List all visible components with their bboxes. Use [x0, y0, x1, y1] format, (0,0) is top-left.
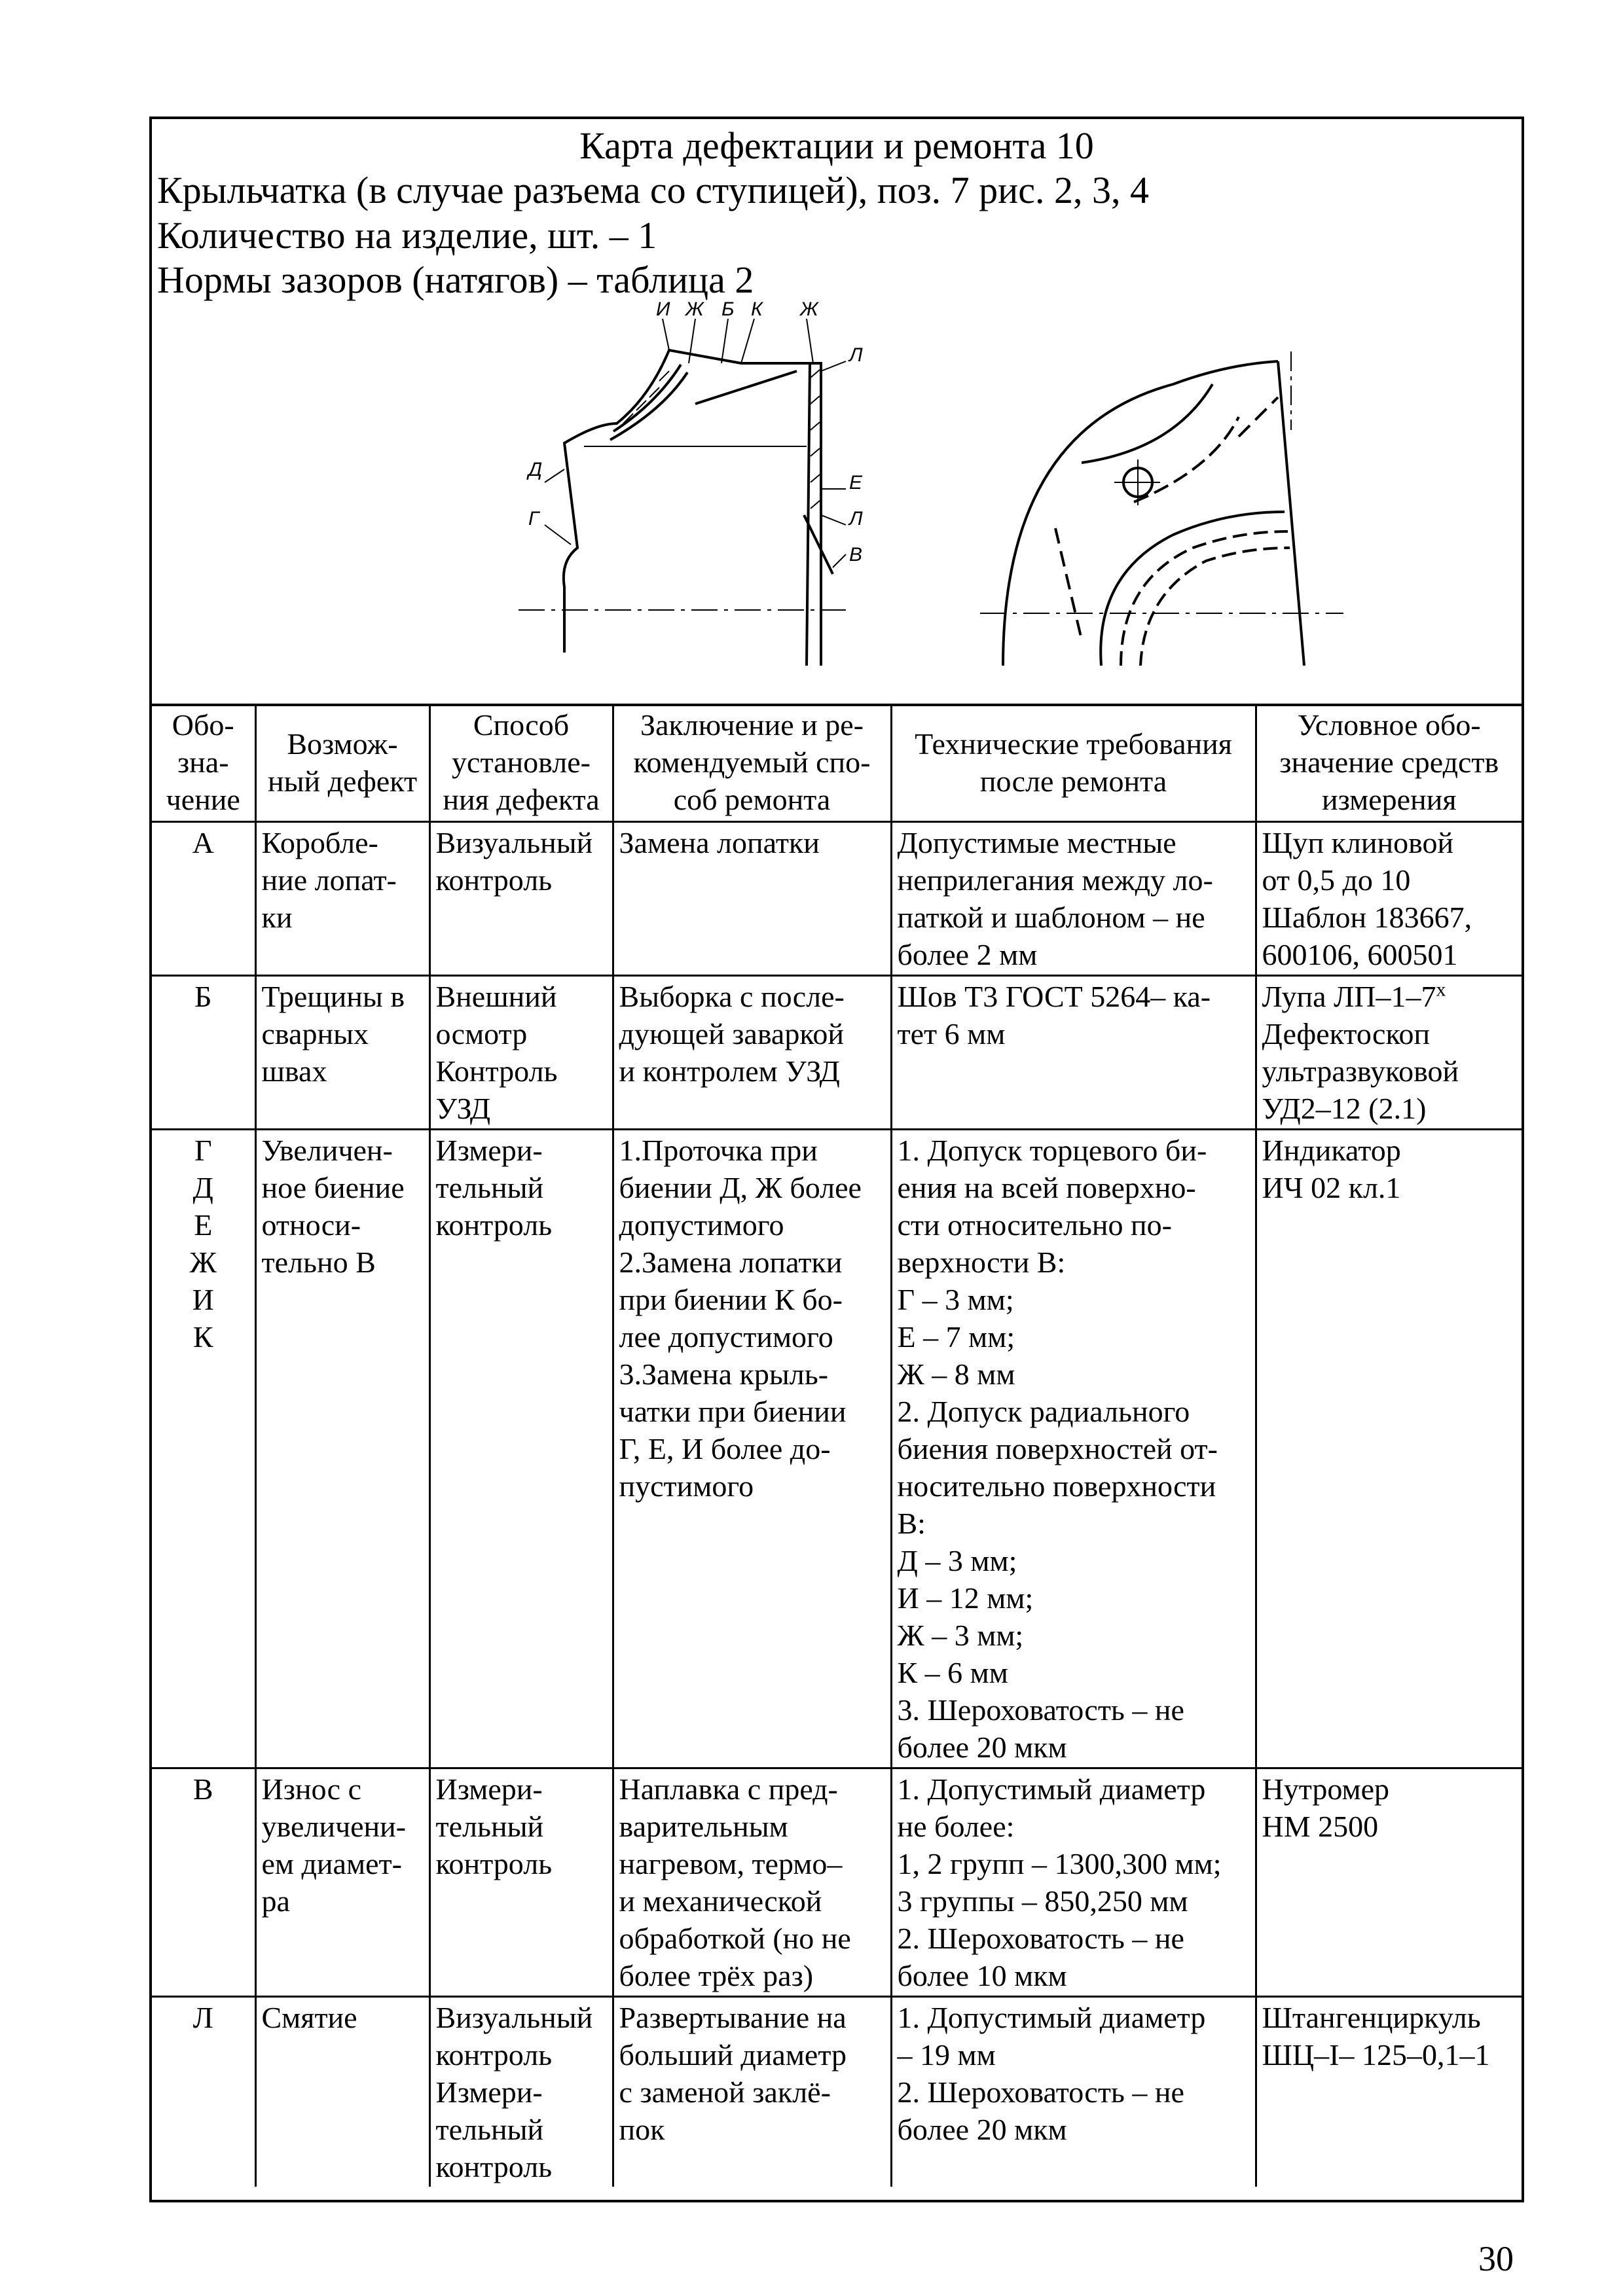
figure-label: К [751, 299, 763, 320]
row-tools: Индикатор ИЧ 02 кл.1 [1256, 1130, 1522, 1768]
row-requirements: Допустимые местные неприлегания между ло- паткой и шаблоном – не более 2 мм [891, 822, 1256, 976]
column-header-defect: Возмож- ный дефект [255, 704, 429, 822]
row-code: А [152, 822, 255, 976]
row-tools: Нутромер НМ 2500 [1256, 1768, 1522, 1997]
figure-label: Ж [685, 299, 704, 320]
row-requirements: 1. Допустимый диаметр не более: 1, 2 групп – 1300,300 мм; 3 группы – 850,250 мм 2. Шероховатость – не более 10 мкм [891, 1768, 1256, 1997]
row-method: Измери- тельный контроль [429, 1768, 613, 1997]
row-repair: Замена лопатки [613, 822, 891, 976]
table-row [152, 976, 1522, 1130]
row-method: Внешний осмотр Контроль УЗД [429, 976, 613, 1130]
clearance-norms-line: Нормы зазоров (натягов) – таблица 2 [157, 259, 754, 301]
tools-rest: Дефектоскоп ультразвуковой УД2–12 (2.1) [1262, 1017, 1459, 1125]
row-tools: Штангенциркуль ШЦ–I– 125–0,1–1 [1256, 1997, 1522, 2187]
table-row [152, 1130, 1522, 1768]
tools-superscript: х [1436, 978, 1446, 1001]
part-name: Крыльчатка (в случае разъема со ступицей), поз. 7 рис. 2, 3, 4 [157, 169, 1149, 211]
defect-table [152, 704, 1522, 2187]
row-method: Измери- тельный контроль [429, 1130, 613, 1768]
column-header-requirements: Технические требования после ремонта [891, 704, 1256, 822]
row-requirements: Шов Т3 ГОСТ 5264– ка- тет 6 мм [891, 976, 1256, 1130]
row-repair: 1.Проточка при биении Д, Ж более допустимого 2.Замена лопатки при биении К бо- лее допустимого 3.Замена крыль- чатки при биении Г, Е, И более до- пустимого [613, 1130, 891, 1768]
row-code: В [152, 1768, 255, 1997]
figure-label: И [656, 299, 670, 320]
row-defect: Смятие [255, 1997, 429, 2187]
card-title: Карта дефектации и ремонта 10 [579, 124, 1094, 167]
figure-label: Г [528, 508, 539, 529]
row-method: Визуальный контроль Измери- тельный контроль [429, 1997, 613, 2187]
figure-label: Л [849, 344, 863, 366]
table-row [152, 822, 1522, 976]
row-defect: Коробле- ние лопат- ки [255, 822, 429, 976]
quantity-line: Количество на изделие, шт. – 1 [157, 214, 657, 257]
row-defect: Увеличен- ное биение относи- тельно В [255, 1130, 429, 1768]
figure-label: Л [849, 508, 863, 529]
row-defect: Трещины в сварных швах [255, 976, 429, 1130]
table-row [152, 1997, 1522, 2187]
column-header-tools: Условное обо- значение средств измерения [1256, 704, 1522, 822]
page-number: 30 [1478, 2239, 1514, 2278]
figure-label: Ж [800, 299, 818, 320]
column-header-code: Обо- зна- чение [152, 704, 255, 822]
row-code: Л [152, 1997, 255, 2187]
row-code: Б [152, 976, 255, 1130]
table-header-row [152, 704, 1522, 822]
column-header-repair: Заключение и ре- комендуемый спо- соб ремонта [613, 704, 891, 822]
row-method: Визуальный контроль [429, 822, 613, 976]
row-repair: Развертывание на больший диаметр с заменой заклё- пок [613, 1997, 891, 2187]
figure-label: Е [849, 472, 863, 493]
card-header [152, 119, 1522, 706]
row-defect: Износ с увеличени- ем диамет- ра [255, 1768, 429, 1997]
figure-label: В [849, 544, 863, 565]
table-row [152, 1768, 1522, 1997]
row-repair: Выборка с после- дующей заваркой и контролем УЗД [613, 976, 891, 1130]
column-header-method: Способ установле- ния дефекта [429, 704, 613, 822]
figure-label: Б [721, 299, 735, 320]
defect-repair-card [149, 117, 1524, 2202]
row-tools: Щуп клиновой от 0,5 до 10 Шаблон 183667, 600106, 600501 [1256, 822, 1522, 976]
row-tools [1256, 976, 1522, 1130]
impeller-drawing [152, 299, 1522, 705]
row-requirements: 1. Допустимый диаметр – 19 мм 2. Шероховатость – не более 20 мкм [891, 1997, 1256, 2187]
row-repair: Наплавка с пред- варительным нагревом, термо– и механической обработкой (но не более трёх раз) [613, 1768, 891, 1997]
row-code: Г Д Е Ж И К [152, 1130, 255, 1768]
row-requirements: 1. Допуск торцевого би- ения на всей поверхно- сти относительно по- верхности В: Г – 3 мм; Е – 7 мм; Ж – 8 мм 2. Допуск радиального биения поверхностей от- носительно поверхности В: Д – 3 мм; И – 12 мм; Ж – 3 мм; К – 6 мм 3. Шероховатость – не более 20 мкм [891, 1130, 1256, 1768]
tools-main: Лупа ЛП–1–7 [1262, 980, 1436, 1013]
figure-label: Д [528, 459, 543, 480]
